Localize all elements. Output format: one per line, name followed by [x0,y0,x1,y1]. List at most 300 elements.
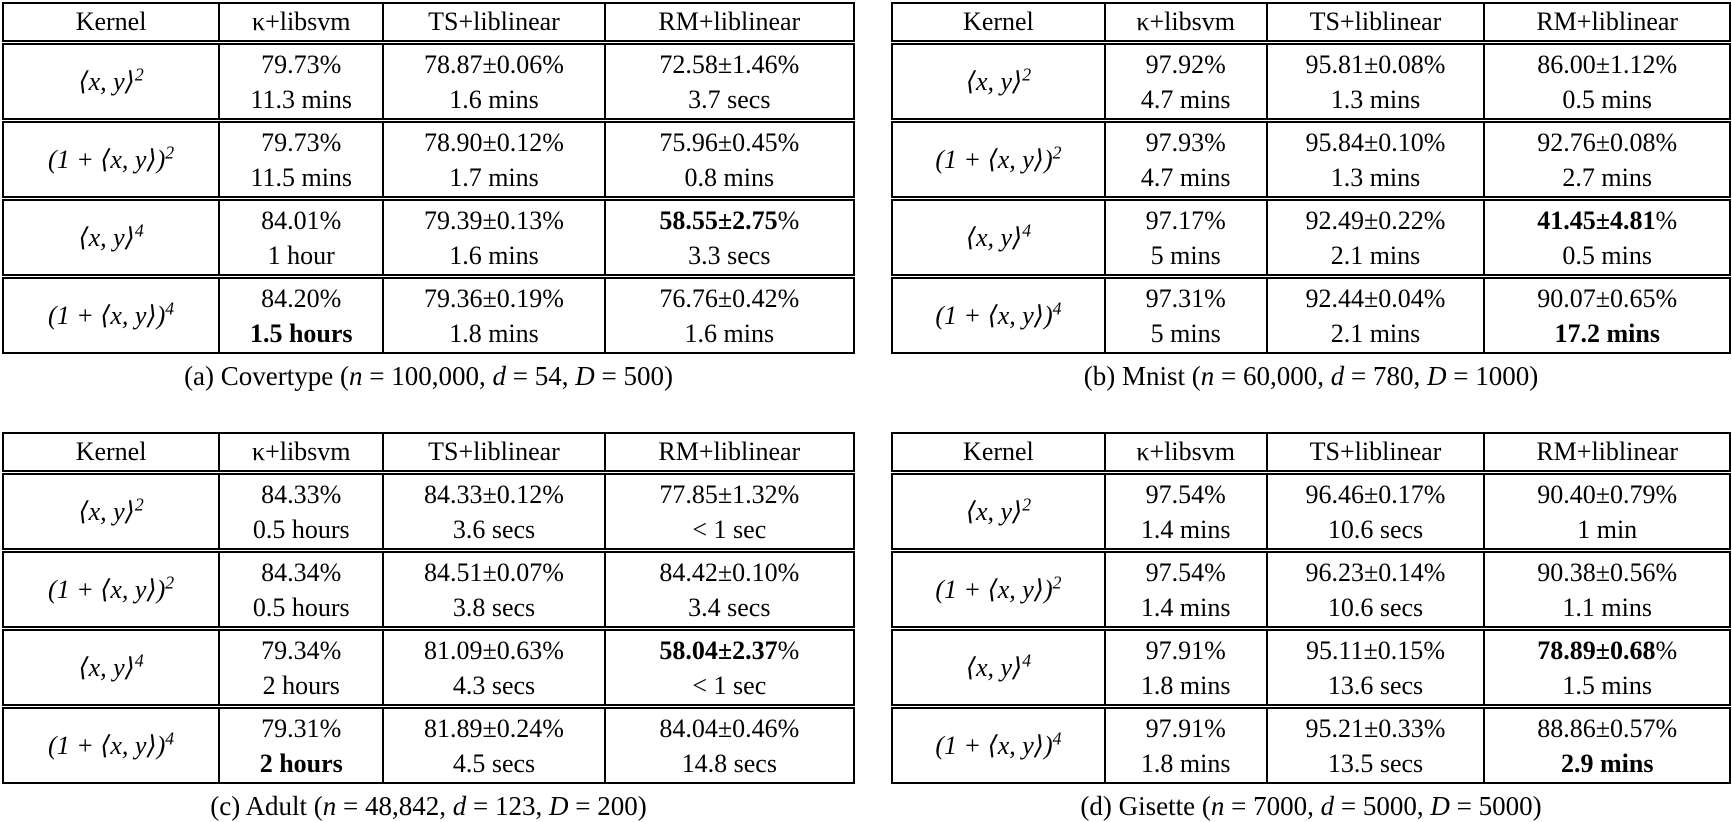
time-value: 2.1 mins [1330,318,1421,348]
percent-sign: % [1655,49,1678,79]
time-value: 11.5 mins [250,162,353,192]
column-header-0: Kernel [892,3,1105,43]
accuracy-line [610,633,849,668]
table-body [3,473,854,784]
time-value: 4.3 secs [452,670,536,700]
time-value: 4.7 mins [1140,162,1231,192]
accuracy-line [1272,47,1480,82]
table-row [892,629,1730,707]
kernel-exponent: 2 [1022,493,1032,514]
kernel-cell [892,473,1105,551]
kernel-expression: ⟨x, y⟩ [78,652,135,682]
kernel-cell [3,199,219,277]
time-value: 3.8 secs [452,592,536,622]
kernel-expression: (1 + ⟨x, y⟩) [935,730,1053,760]
time-value: 0.5 mins [1562,84,1652,114]
accuracy-line [610,555,849,590]
kernel-expression: (1 + ⟨x, y⟩) [48,574,166,604]
kernel-exponent: 2 [134,493,144,514]
time-value: 1.8 mins [1140,748,1231,778]
column-header-1: κ+libsvm [1105,3,1267,43]
time-value: 1 min [1577,514,1638,544]
result-cell [1105,551,1267,629]
caption-text: = 100,000, [362,361,493,391]
kernel-expression: (1 + ⟨x, y⟩) [935,300,1053,330]
time-value: 2.7 mins [1562,162,1652,192]
caption-gisette [1080,791,1541,822]
accuracy-value: 75.96±0.45 [659,127,778,157]
caption-variable: d [1320,791,1335,821]
header-row [892,433,1730,473]
time-value: 1.6 mins [449,84,539,114]
time-value: 4.7 mins [1140,84,1231,114]
result-cell [1484,121,1730,199]
time-value: 2.1 mins [1330,240,1421,270]
result-cell [1105,43,1267,121]
result-cell [1267,551,1485,629]
kernel-expression: ⟨x, y⟩ [965,496,1023,526]
percent-sign: % [1204,283,1226,313]
caption-text: = 780, [1344,361,1427,391]
kernel-expression: ⟨x, y⟩ [965,652,1023,682]
result-cell [1267,277,1485,354]
caption-variable: D [575,361,595,391]
accuracy-value: 92.44±0.04 [1305,283,1424,313]
kernel-exponent: 4 [134,219,144,240]
table-body [892,43,1730,354]
time-value: 1 hour [267,240,335,270]
kernel-cell [892,277,1105,354]
kernel-cell [892,43,1105,121]
accuracy-value: 58.04±2.37 [659,635,778,665]
percent-sign: % [1204,127,1226,157]
result-cell [605,707,854,784]
time-value: 10.6 secs [1327,592,1424,622]
accuracy-line [1272,125,1480,160]
kernel-exponent: 4 [1052,727,1062,748]
accuracy-line [1110,633,1262,668]
accuracy-line [1272,711,1480,746]
result-cell [1484,277,1730,354]
time-value: 1.1 mins [1562,592,1652,622]
accuracy-value: 84.33±0.12 [424,479,543,509]
accuracy-value: 97.93 [1145,127,1205,157]
accuracy-value: 97.54 [1145,479,1205,509]
table-header [3,3,854,43]
percent-sign: % [1423,205,1446,235]
accuracy-value: 90.40±0.79 [1537,479,1656,509]
result-cell [219,199,383,277]
percent-sign: % [1423,713,1446,743]
result-cell [1105,707,1267,784]
time-value: 1.7 mins [449,162,539,192]
caption-mnist [1084,361,1538,392]
accuracy-value: 84.42±0.10 [659,557,778,587]
accuracy-value: 84.34 [261,557,320,587]
result-cell [605,629,854,707]
accuracy-value: 90.38±0.56 [1537,557,1656,587]
accuracy-value: 84.51±0.07 [424,557,543,587]
kernel-expression: ⟨x, y⟩ [78,222,135,252]
accuracy-value: 78.89±0.68 [1537,635,1656,665]
time-value: 3.4 secs [688,592,771,622]
accuracy-value: 58.55±2.75 [659,205,778,235]
percent-sign: % [542,127,564,157]
percent-sign: % [542,635,564,665]
time-value: 5 mins [1150,240,1221,270]
result-cell [1267,629,1485,707]
accuracy-line [1489,477,1725,512]
percent-sign: % [542,283,564,313]
accuracy-line [388,125,599,160]
accuracy-value: 84.20 [261,283,320,313]
percent-sign: % [319,49,342,79]
column-header-3: RM+liblinear [605,433,854,473]
accuracy-line [610,281,849,316]
time-value: < 1 sec [692,670,767,700]
table-row [892,551,1730,629]
time-value: 1.8 mins [449,318,539,348]
caption-text: = 123, [466,791,549,821]
caption-text: = 500) [594,361,673,391]
caption-text: = 200) [568,791,647,821]
accuracy-line [1110,555,1262,590]
time-value: 2.9 mins [1560,748,1654,778]
time-value: 1.3 mins [1330,84,1421,114]
percent-sign: % [777,635,800,665]
caption-variable: d [452,791,467,821]
kernel-expression: (1 + ⟨x, y⟩) [935,144,1053,174]
percent-sign: % [1655,127,1678,157]
kernel-expression: (1 + ⟨x, y⟩) [48,730,166,760]
result-cell [1105,121,1267,199]
accuracy-line [1272,555,1480,590]
time-value: 0.5 hours [252,514,350,544]
table-row [892,707,1730,784]
percent-sign: % [542,479,564,509]
time-value: 1.6 mins [684,318,775,348]
accuracy-value: 81.09±0.63 [424,635,543,665]
time-value: 2 hours [259,748,343,778]
accuracy-value: 95.11±0.15 [1306,635,1424,665]
percent-sign: % [319,127,342,157]
accuracy-value: 84.33 [261,479,320,509]
caption-text: = 54, [505,361,576,391]
caption-text: = 5000, [1334,791,1431,821]
accuracy-value: 95.81±0.08 [1305,49,1424,79]
caption-text: = 60,000, [1214,361,1331,391]
column-header-3: RM+liblinear [1484,433,1730,473]
percent-sign: % [1655,479,1678,509]
accuracy-line [388,47,599,82]
accuracy-line [610,711,849,746]
percent-sign: % [319,635,342,665]
time-value: 17.2 mins [1554,318,1660,348]
column-header-1: κ+libsvm [1105,433,1267,473]
percent-sign: % [1423,49,1446,79]
accuracy-line [1489,203,1725,238]
column-header-2: TS+liblinear [383,3,604,43]
kernel-exponent: 2 [1052,571,1062,592]
panel-adult [2,432,855,822]
result-cell [383,629,604,707]
percent-sign: % [1204,479,1226,509]
accuracy-value: 90.07±0.65 [1537,283,1656,313]
kernel-cell [892,707,1105,784]
panel-gisette [891,432,1731,822]
accuracy-value: 79.39±0.13 [424,205,543,235]
table-row [892,43,1730,121]
column-header-1: κ+libsvm [219,3,383,43]
percent-sign: % [1204,49,1226,79]
accuracy-line [388,633,599,668]
kernel-exponent: 4 [165,727,175,748]
accuracy-value: 79.36±0.19 [424,283,543,313]
column-header-1: κ+libsvm [219,433,383,473]
percent-sign: % [777,49,800,79]
accuracy-line [388,555,599,590]
accuracy-line [224,477,378,512]
kernel-expression: (1 + ⟨x, y⟩) [48,144,166,174]
time-value: 1.5 mins [1562,670,1652,700]
result-cell [219,277,383,354]
table-body [892,473,1730,784]
kernel-expression: (1 + ⟨x, y⟩) [935,574,1053,604]
percent-sign: % [1423,635,1445,665]
accuracy-line [224,47,378,82]
time-value: 1.3 mins [1330,162,1421,192]
kernel-exponent: 2 [1022,63,1032,84]
table-row [3,277,854,354]
kernel-exponent: 2 [165,141,175,162]
caption-variable: n [1200,361,1215,391]
kernel-exponent: 4 [165,297,175,318]
accuracy-value: 95.84±0.10 [1305,127,1424,157]
accuracy-line [224,281,378,316]
percent-sign: % [542,49,564,79]
accuracy-line [224,711,378,746]
kernel-cell [3,277,219,354]
percent-sign: % [319,557,342,587]
table-row [3,629,854,707]
result-cell [219,121,383,199]
accuracy-line [610,477,849,512]
percent-sign: % [777,713,800,743]
accuracy-value: 86.00±1.12 [1537,49,1656,79]
kernel-exponent: 4 [1052,297,1062,318]
time-value: 1.4 mins [1140,514,1231,544]
accuracy-value: 97.91 [1145,713,1205,743]
accuracy-line [1489,281,1725,316]
percent-sign: % [1423,479,1446,509]
accuracy-line [388,281,599,316]
accuracy-line [1489,633,1725,668]
table-header [892,3,1730,43]
time-value: 1.8 mins [1140,670,1231,700]
accuracy-line [610,203,849,238]
accuracy-line [224,555,378,590]
result-cell [383,707,604,784]
column-header-0: Kernel [3,433,219,473]
table-row [892,473,1730,551]
result-cell [1267,121,1485,199]
caption-text: = 1000) [1446,361,1539,391]
kernel-cell [3,707,219,784]
result-cell [219,629,383,707]
caption-text: = 5000) [1449,791,1542,821]
percent-sign: % [777,479,800,509]
accuracy-value: 97.17 [1145,205,1205,235]
time-value: 0.5 mins [1562,240,1652,270]
kernel-cell [3,551,219,629]
time-value: 10.6 secs [1327,514,1424,544]
column-header-2: TS+liblinear [383,433,604,473]
kernel-cell [3,43,219,121]
accuracy-value: 79.34 [261,635,320,665]
percent-sign: % [1204,557,1226,587]
accuracy-value: 72.58±1.46 [659,49,778,79]
table-row [892,199,1730,277]
panel-covertype [2,2,855,392]
percent-sign: % [319,713,342,743]
result-cell [1105,277,1267,354]
accuracy-value: 97.54 [1145,557,1205,587]
result-cell [383,199,604,277]
time-value: 13.6 secs [1327,670,1424,700]
accuracy-value: 92.49±0.22 [1305,205,1424,235]
percent-sign: % [1655,557,1678,587]
kernel-cell [3,473,219,551]
table-row [3,551,854,629]
panel-mnist [891,2,1731,392]
accuracy-line [388,203,599,238]
accuracy-value: 79.31 [261,713,320,743]
result-cell [605,43,854,121]
caption-variable: D [1427,361,1447,391]
time-value: 13.5 secs [1327,748,1424,778]
column-header-0: Kernel [892,433,1105,473]
table-row [892,277,1730,354]
result-cell [1267,473,1485,551]
kernel-cell [892,551,1105,629]
percent-sign: % [1204,205,1226,235]
accuracy-value: 97.92 [1145,49,1205,79]
time-value: 3.7 secs [688,84,771,114]
percent-sign: % [777,205,800,235]
results-table-gisette [891,432,1731,784]
column-header-2: TS+liblinear [1267,433,1485,473]
results-table-covertype [2,2,855,354]
kernel-exponent: 4 [1022,219,1032,240]
percent-sign: % [777,557,800,587]
accuracy-line [1489,555,1725,590]
table-row [3,199,854,277]
column-header-2: TS+liblinear [1267,3,1485,43]
result-cell [1105,473,1267,551]
percent-sign: % [1655,283,1678,313]
time-value: 0.8 mins [684,162,775,192]
table-body [3,43,854,354]
time-value: 2 hours [262,670,340,700]
time-value: 1.5 hours [249,318,353,348]
accuracy-line [1272,281,1480,316]
accuracy-line [1110,477,1262,512]
caption-variable: n [349,361,363,391]
result-cell [219,473,383,551]
result-cell [1484,707,1730,784]
result-cell [605,473,854,551]
caption-variable: d [1330,361,1345,391]
accuracy-line [1110,281,1262,316]
result-cell [1484,473,1730,551]
percent-sign: % [542,205,564,235]
accuracy-line [1489,125,1725,160]
accuracy-value: 84.01 [261,205,320,235]
result-cell [605,199,854,277]
column-header-3: RM+liblinear [1484,3,1730,43]
percent-sign: % [542,713,564,743]
percent-sign: % [777,127,800,157]
accuracy-value: 81.89±0.24 [424,713,543,743]
caption-variable: n [1210,791,1225,821]
kernel-expression: ⟨x, y⟩ [78,496,135,526]
result-cell [383,473,604,551]
header-row [3,3,854,43]
percent-sign: % [1655,635,1678,665]
kernel-exponent: 2 [134,63,144,84]
caption-text: (a) Covertype ( [184,361,349,391]
kernel-cell [892,629,1105,707]
result-cell [1484,199,1730,277]
header-row [892,3,1730,43]
percent-sign: % [1655,205,1678,235]
result-cell [219,43,383,121]
results-table-mnist [891,2,1731,354]
caption-variable: n [322,791,337,821]
time-value: 4.5 secs [452,748,536,778]
time-value: 1.4 mins [1140,592,1231,622]
accuracy-line [1489,47,1725,82]
accuracy-value: 96.23±0.14 [1305,557,1424,587]
result-cell [383,43,604,121]
percent-sign: % [319,205,342,235]
result-cell [1105,199,1267,277]
table-header [892,433,1730,473]
caption-variable: d [492,361,506,391]
result-cell [1267,199,1485,277]
time-value: 11.3 mins [250,84,353,114]
kernel-exponent: 2 [165,571,175,592]
caption-adult [210,791,646,822]
accuracy-line [388,711,599,746]
table-row [3,707,854,784]
column-header-3: RM+liblinear [605,3,854,43]
percent-sign: % [1423,283,1446,313]
result-cell [1484,551,1730,629]
header-row [3,433,854,473]
kernel-cell [3,629,219,707]
accuracy-value: 79.73 [261,49,320,79]
accuracy-value: 41.45±4.81 [1537,205,1656,235]
table-row [892,121,1730,199]
result-cell [1105,629,1267,707]
accuracy-line [1110,47,1262,82]
caption-variable: D [1430,791,1450,821]
accuracy-value: 84.04±0.46 [659,713,778,743]
percent-sign: % [1423,557,1446,587]
accuracy-value: 77.85±1.32 [659,479,778,509]
kernel-expression: (1 + ⟨x, y⟩) [48,300,166,330]
